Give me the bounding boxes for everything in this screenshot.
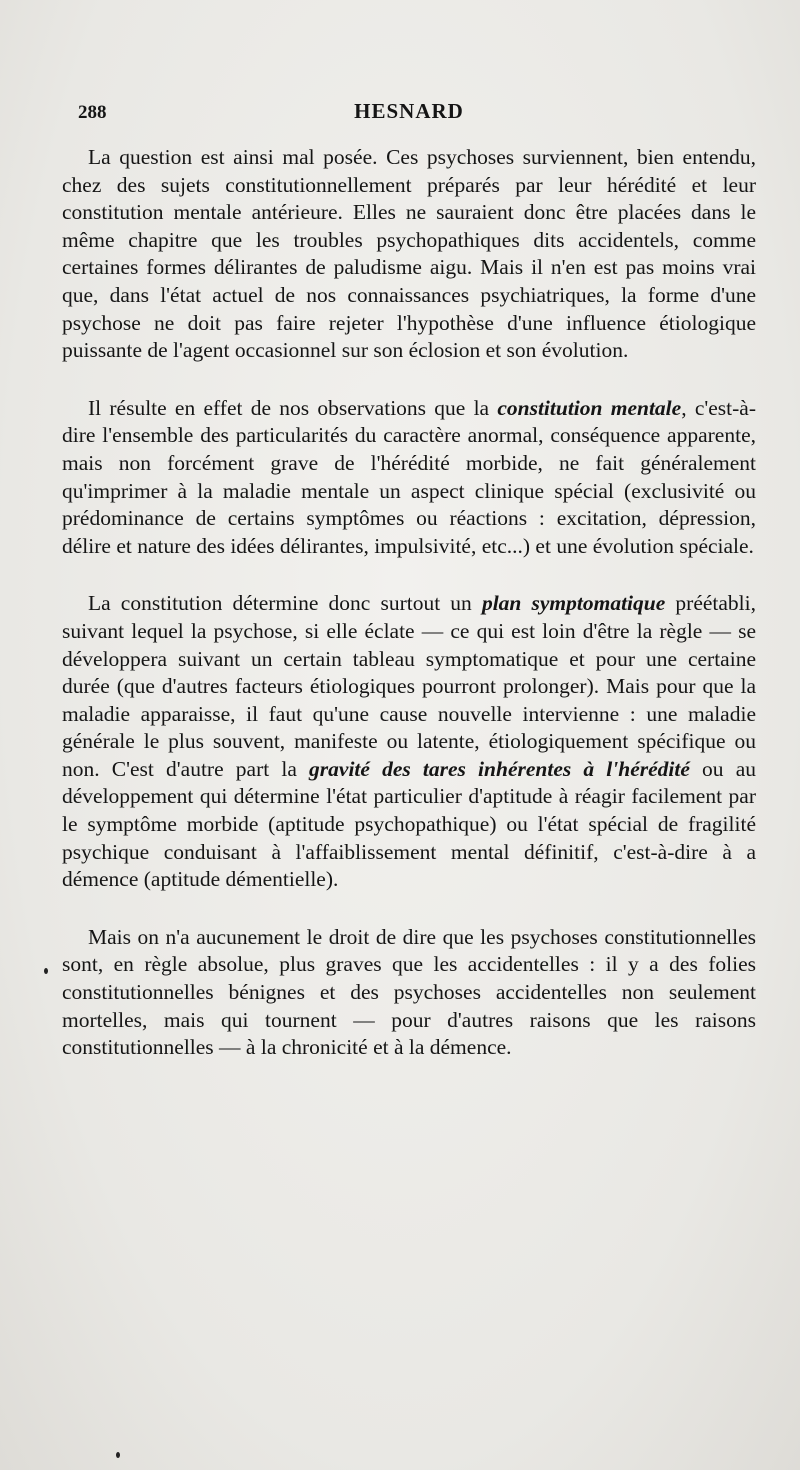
paragraph-3-text-c: ou au développement qui détermine l'état particulier d'aptitude à réagir facilement par le symptôme morbide (aptitude psychopathique) ou l'état spécial de fragilité psychique conduisant à l'affaiblissement mental définitif, c'est-à-dire à a démence (aptitude démentielle).	[62, 756, 756, 892]
paragraph-2-text-b: , c'est-à-dire l'ensemble des particularités du caractère anormal, conséquence apparente, mais non forcément grave de l'hérédité morbide, ne fait généralement qu'imprimer à la maladie mentale un aspect clinique spécial (exclusivité ou prédominance de certains symptômes ou réactions : excitation, dépression, délire et nature des idées délirantes, impulsivité, etc...) et une évolution spéciale.	[62, 395, 756, 558]
paragraph-2	[62, 395, 756, 561]
paragraph-4-text: Mais on n'a aucunement le droit de dire que les psychoses constitutionnelles sont, en règle absolue, plus graves que les accidentelles : il y a des folies constitutionnelles bénignes et des psychoses accidentelles non seulement mortelles, mais qui tournent — pour d'autres raisons que les raisons constitutionnelles — à la chronicité et à la démence.	[62, 924, 756, 1060]
body-text	[62, 144, 756, 1062]
paragraph-3-italic-term-a: plan symptomatique	[481, 591, 666, 616]
paragraph-3	[62, 590, 756, 894]
page-header	[62, 96, 756, 126]
paragraph-3-italic-term-b: gravité des tares inhérentes à l'hérédité	[309, 756, 690, 781]
paragraph-1-text: La question est ainsi mal posée. Ces psychoses surviennent, bien entendu, chez des sujets constitutionnellement préparés par leur hérédité et leur constitution mentale antérieure. Elles ne sauraient donc être placées dans le même chapitre que les troubles psychopathiques dits accidentels, comme certaines formes délirantes de paludisme aigu. Mais il n'en est pas moins vrai que, dans l'état actuel de nos connaissances psychiatriques, la forme d'une psychose ne doit pas faire rejeter l'hypothèse d'une influence étiologique puissante de l'agent occasionnel sur son éclosion et son évolution.	[62, 145, 756, 363]
running-head: HESNARD	[354, 99, 464, 123]
paragraph-1	[62, 144, 756, 365]
paragraph-2-italic-term: constitution mentale	[497, 395, 682, 420]
paragraph-2-text-a: Il résulte en effet de nos observations que la	[88, 395, 498, 420]
page-number: 288	[78, 102, 107, 123]
ink-speck	[116, 1452, 120, 1458]
paragraph-3-text-b: préétabli, suivant lequel la psychose, si elle éclate — ce qui est loin d'être la règle — se développera suivant un certain tableau symptomatique et pour une certaine durée (que d'autres facteurs étiologiques pourront prolonger). Mais pour que la maladie apparaisse, il faut qu'une cause nouvelle intervienne : une maladie générale le plus souvent, manifeste ou latente, étiologiquement spécifique ou non. C'est d'autre part la	[62, 591, 756, 781]
paragraph-4	[62, 924, 756, 1062]
paragraph-3-text-a: La constitution détermine donc surtout un	[88, 591, 482, 616]
ink-speck	[44, 968, 48, 974]
